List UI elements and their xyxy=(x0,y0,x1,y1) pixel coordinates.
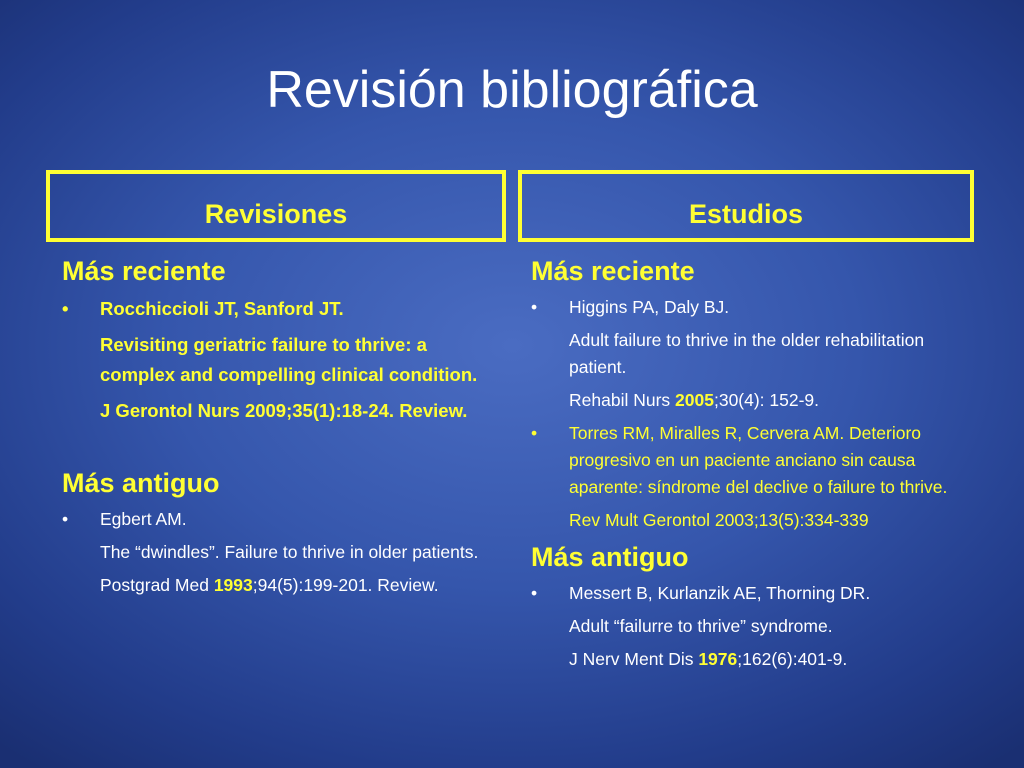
right-item-1 xyxy=(531,294,971,321)
left-recent-heading: Más reciente xyxy=(62,256,226,286)
estudios-column xyxy=(531,254,971,679)
right-old-journal-post: ;162(6):401-9. xyxy=(737,649,848,669)
right-old-journal-pre: J Nerv Ment Dis xyxy=(569,649,699,669)
left-old-item xyxy=(62,506,502,533)
right-item1-journal xyxy=(531,387,971,414)
right-item-2 xyxy=(531,420,971,501)
bullet-icon: • xyxy=(531,297,538,317)
right-old-year: 1976 xyxy=(698,649,738,669)
left-recent-title: Revisiting geriatric failure to thrive: a complex and compelling clinical condition. xyxy=(100,334,478,385)
right-old-journal xyxy=(531,646,971,673)
right-item1-journal-post: ;30(4): 152-9. xyxy=(713,390,820,410)
right-item2-text: Torres RM, Miralles R, Cervera AM. Deterioro progresivo en un paciente anciano sin causa aparente: síndrome del declive o failure to thrive. xyxy=(569,423,948,497)
right-recent-heading: Más reciente xyxy=(531,256,695,286)
left-old-journal-post: ;94(5):199-201. Review. xyxy=(252,575,439,595)
bullet-icon: • xyxy=(531,423,538,443)
left-recent-authors: Rocchiccioli JT, Sanford JT. xyxy=(100,298,344,319)
left-old-heading: Más antiguo xyxy=(62,468,220,498)
right-item2-journal: Rev Mult Gerontol 2003;13(5):334-339 xyxy=(569,510,869,530)
estudios-header-box xyxy=(518,170,974,242)
bullet-icon: • xyxy=(531,583,538,603)
left-old-authors: Egbert AM. xyxy=(100,509,187,529)
revisiones-column xyxy=(62,254,502,605)
left-recent-item xyxy=(62,294,502,324)
revisiones-label: Revisiones xyxy=(204,199,348,229)
estudios-label: Estudios xyxy=(688,199,803,229)
revisiones-header-box xyxy=(46,170,506,242)
right-old-item xyxy=(531,580,971,607)
right-item1-authors: Higgins PA, Daly BJ. xyxy=(569,297,730,317)
slide-title: Revisión bibliográfica xyxy=(266,61,758,119)
right-old-title: Adult “failurre to thrive” syndrome. xyxy=(569,616,833,636)
left-old-title: The “dwindles”. Failure to thrive in older patients. xyxy=(100,542,479,562)
left-old-journal-pre: Postgrad Med xyxy=(100,575,214,595)
right-item1-journal-pre: Rehabil Nurs xyxy=(569,390,676,410)
left-old-year: 1993 xyxy=(213,575,253,595)
right-old-authors: Messert B, Kurlanzik AE, Thorning DR. xyxy=(569,583,871,603)
left-old-journal xyxy=(62,572,502,599)
left-recent-journal: J Gerontol Nurs 2009;35(1):18-24. Review. xyxy=(100,400,468,421)
right-old-heading: Más antiguo xyxy=(531,542,689,572)
bullet-icon: • xyxy=(62,509,69,529)
right-item1-title: Adult failure to thrive in the older rehabilitation patient. xyxy=(569,330,925,377)
right-item1-year: 2005 xyxy=(675,390,714,410)
bullet-icon: • xyxy=(62,298,69,319)
